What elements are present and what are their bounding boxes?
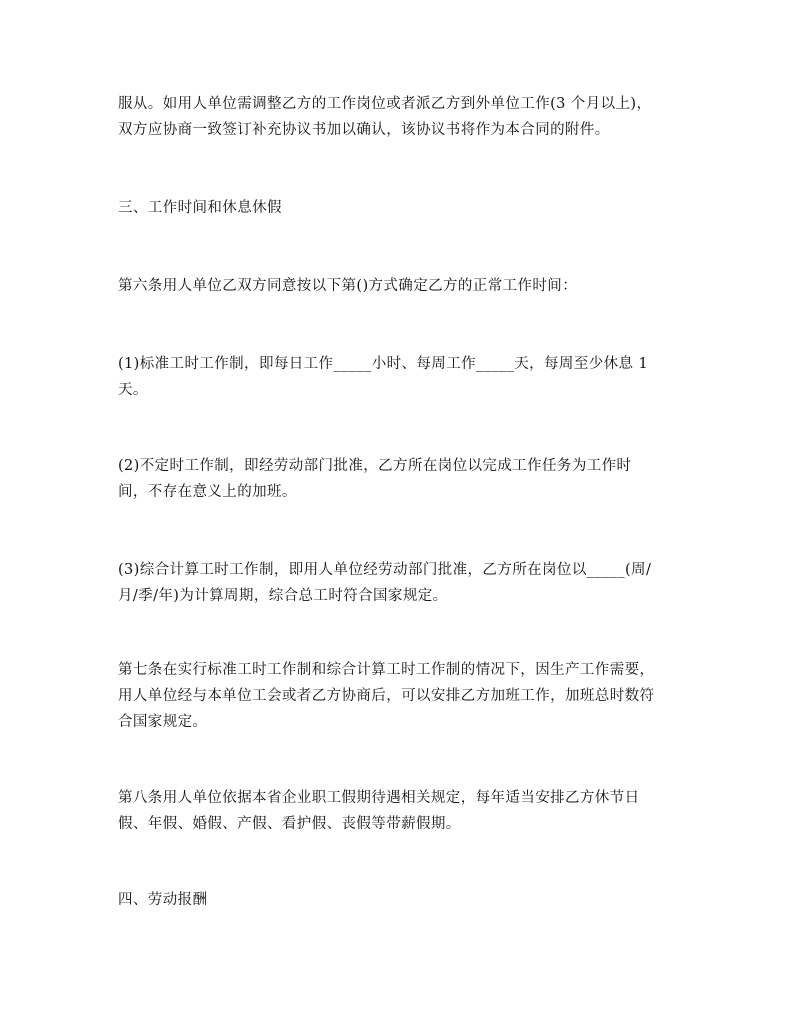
text-line: 服从。如用人单位需调整乙方的工作岗位或者派乙方到外单位工作(3 个月以上)， [118,96,652,112]
text-line: 假、年假、婚假、产假、看护假、丧假等带薪假期。 [118,816,461,832]
text-line: 第六条用人单位乙双方同意按以下第()方式确定乙方的正常工作时间： [118,278,578,294]
text-line: 四、劳动报酬 [118,892,208,908]
paragraph-article-6 [118,273,688,299]
text-line: 第七条在实行标准工时工作制和综合计算工时工作制的情况下，因生产工作需要， [118,662,655,678]
text-line: 双方应协商一致签订补充协议书加以确认，该协议书将作为本合同的附件。 [118,122,610,138]
paragraph-job-adjustment [118,91,688,143]
text-line: 合国家规定。 [118,714,208,730]
text-line: (1)标准工时工作制，即每日工作_____小时、每周工作_____天，每周至少休息 1 [118,356,649,372]
paragraph-article-7 [118,657,688,735]
paragraph-flexible-hours [118,453,688,505]
text-line: 间，不存在意义上的加班。 [118,484,297,500]
section-heading-remuneration [118,887,688,913]
text-line: (2)不定时工作制，即经劳动部门批准，乙方所在岗位以完成工作任务为工作时 [118,458,632,474]
text-line: 用人单位经与本单位工会或者乙方协商后，可以安排乙方加班工作，加班总时数符 [118,688,655,704]
text-line: 第八条用人单位依据本省企业职工假期待遇相关规定，每年适当安排乙方休节日 [118,790,640,806]
paragraph-standard-hours [118,351,688,403]
text-line: (3)综合计算工时工作制，即用人单位经劳动部门批准，乙方所在岗位以_____(周/ [118,562,652,578]
section-heading-working-hours [118,195,688,221]
text-line: 月/季/年)为计算周期，综合总工时符合国家规定。 [118,588,448,604]
text-line: 三、工作时间和休息休假 [118,200,282,216]
text-line: 天。 [118,382,148,398]
paragraph-comprehensive-hours [118,557,688,609]
paragraph-article-8 [118,785,688,837]
